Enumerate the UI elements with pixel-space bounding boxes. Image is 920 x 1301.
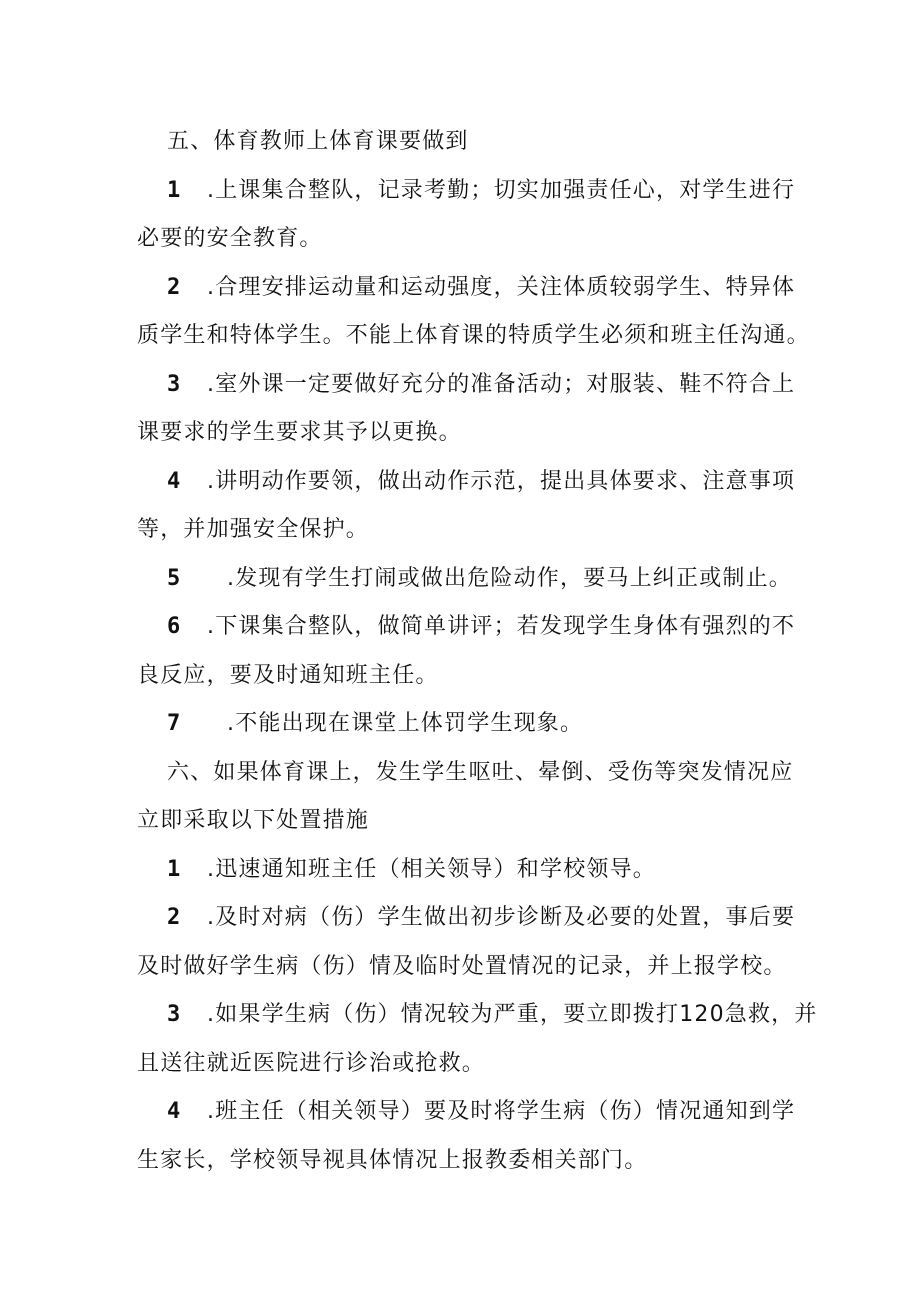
item-text: .下课集合整队，做简单讲评；若发现学生身体有强烈的不	[207, 614, 796, 639]
item-number: 7	[167, 711, 182, 736]
item-number: 1	[167, 177, 182, 203]
list-item	[137, 846, 797, 895]
list-item	[137, 991, 818, 1088]
item-text: .班主任（相关领导）要及时将学生病（伤）情况通知到学	[207, 1099, 796, 1124]
document-body	[137, 118, 818, 1185]
item-number: 1	[167, 856, 182, 882]
item-text: .讲明动作要领，做出动作示范，提出具体要求、注意事项	[207, 468, 796, 494]
item-text: .室外课一定要做好充分的准备活动；对服装、鞋不符合上	[207, 371, 796, 397]
list-item	[137, 167, 797, 264]
item-text: .发现有学生打闹或做出危险动作，要马上纠正或制止。	[227, 565, 792, 591]
item-text-continued: 且送往就近医院进行诊治或抢救。	[137, 1050, 486, 1076]
list-item	[137, 603, 797, 700]
item-text-continued: 等，并加强安全保护。	[137, 517, 370, 542]
list-item	[137, 361, 797, 458]
section-heading-6: 六、如果体育课上，发生学生呕吐、晕倒、受伤等突发情况应	[167, 759, 794, 785]
item-text-continued: 课要求的学生要求其予以更换。	[137, 420, 462, 445]
item-number: 4	[167, 468, 182, 494]
item-number: 4	[167, 1099, 182, 1124]
section-heading-5: 五、体育教师上体育课要做到	[167, 129, 469, 154]
item-text: .合理安排运动量和运动强度，关注体质较弱学生、特异体	[207, 274, 796, 300]
item-number: 3	[167, 371, 182, 397]
list-item	[137, 1088, 797, 1185]
list-item	[137, 458, 797, 555]
section-heading-6-continued: 立即采取以下处置措施	[137, 808, 370, 833]
item-text: .及时对病（伤）学生做出初步诊断及必要的处置，事后要	[207, 905, 796, 930]
item-text-continued: 质学生和特体学生。不能上体育课的特质学生必须和班主任沟通。	[137, 323, 810, 348]
item-text: .迅速通知班主任（相关领导）和学校领导。	[207, 856, 656, 882]
item-number: 2	[167, 905, 182, 930]
item-text-continued: 良反应，要及时通知班主任。	[137, 662, 439, 688]
item-text: .不能出现在课堂上体罚学生现象。	[227, 711, 584, 736]
item-text-continued: 及时做好学生病（伤）情及临时处置情况的记录，并上报学校。	[137, 953, 787, 979]
list-item	[137, 894, 797, 991]
item-number: 5	[167, 565, 182, 591]
item-number: 3	[167, 1002, 182, 1027]
list-item	[137, 700, 797, 749]
item-number: 2	[167, 274, 182, 300]
item-text: .上课集合整队，记录考勤；切实加强责任心，对学生进行	[207, 177, 796, 203]
item-text-continued: 必要的安全教育。	[137, 226, 323, 251]
item-number: 6	[167, 614, 182, 639]
item-text-continued: 生家长，学校领导视具体情况上报教委相关部门。	[137, 1147, 648, 1173]
item-text: .如果学生病（伤）情况较为严重，要立即拨打120急救，并	[207, 1002, 818, 1027]
list-item	[137, 264, 810, 361]
list-item	[137, 555, 797, 604]
